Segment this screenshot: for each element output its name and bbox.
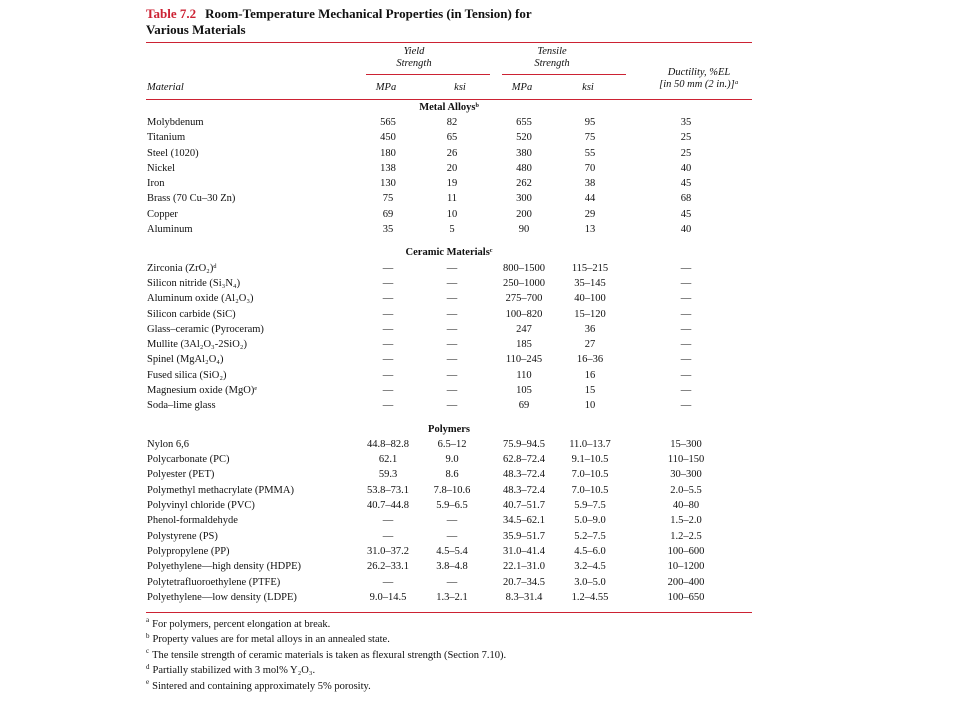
section-heading-row bbox=[146, 422, 752, 437]
ductility-cell: 15–300 bbox=[670, 438, 702, 450]
tensile-mpa-cell: 200 bbox=[516, 208, 532, 220]
footnote-text: Property values are for metal alloys in an annealed state. bbox=[152, 634, 390, 645]
material-cell: Polystyrene (PS) bbox=[147, 530, 218, 542]
yield-mpa-cell: — bbox=[382, 530, 394, 542]
ductility-cell: — bbox=[680, 400, 692, 412]
yield-ksi-cell: 1.3–2.1 bbox=[436, 591, 468, 603]
yield-ksi-cell: 11 bbox=[446, 193, 458, 205]
tensile-mpa-cell: 247 bbox=[516, 323, 532, 335]
yield-header-line1: Yield bbox=[403, 46, 425, 57]
material-cell: Fused silica (SiO₂) bbox=[147, 369, 227, 381]
tensile-mpa-cell: 105 bbox=[516, 384, 532, 396]
material-cell: Spinel (MgAl₂O₄) bbox=[147, 354, 224, 366]
yield-mpa-cell: 53.8–73.1 bbox=[367, 484, 409, 496]
tensile-ksi-cell: 95 bbox=[584, 116, 596, 128]
table-row bbox=[146, 514, 752, 529]
ductility-cell: 25 bbox=[680, 132, 692, 144]
yield-mpa-cell: 138 bbox=[380, 162, 396, 174]
material-cell: Polyvinyl chloride (PVC) bbox=[147, 500, 255, 512]
table-row bbox=[146, 575, 752, 590]
tensile-ksi-cell: 38 bbox=[584, 178, 596, 190]
table-row bbox=[146, 483, 752, 498]
tensile-ksi-cell: 13 bbox=[584, 224, 596, 236]
tensile-ksi-cell: 7.0–10.5 bbox=[571, 469, 609, 481]
tensile-mpa-cell: 48.3–72.4 bbox=[503, 469, 545, 481]
material-cell: Copper bbox=[147, 208, 178, 220]
tensile-header-line2: Strength bbox=[534, 58, 570, 69]
table-title-line1 bbox=[146, 6, 752, 22]
ductility-cell: 68 bbox=[680, 193, 692, 205]
material-cell: Iron bbox=[147, 178, 165, 190]
ductility-header-line2: [in 50 mm (2 in.)]ᵃ bbox=[659, 79, 739, 90]
material-cell: Phenol-formaldehyde bbox=[147, 515, 238, 527]
material-cell: Silicon nitride (Si₃N₄) bbox=[147, 277, 241, 289]
tensile-mpa-cell: 110 bbox=[516, 369, 532, 381]
table-row bbox=[146, 192, 752, 207]
tensile-ksi-cell: 4.5–6.0 bbox=[574, 545, 606, 557]
yield-ksi-cell: — bbox=[446, 308, 458, 320]
ductility-cell: 40 bbox=[680, 224, 692, 236]
yield-strength-header bbox=[366, 46, 462, 70]
material-cell: Polyethylene—low density (LDPE) bbox=[147, 591, 297, 603]
yield-ksi-cell: 5 bbox=[449, 224, 455, 236]
tensile-ksi-header: ksi bbox=[582, 82, 594, 93]
table-row bbox=[146, 437, 752, 452]
material-cell: Molybdenum bbox=[147, 116, 204, 128]
yield-ksi-cell: — bbox=[446, 354, 458, 366]
tensile-mpa-cell: 22.1–31.0 bbox=[503, 561, 545, 573]
ductility-cell: — bbox=[680, 323, 692, 335]
material-cell: Nylon 6,6 bbox=[147, 438, 189, 450]
ductility-cell: 10–1200 bbox=[667, 561, 705, 573]
yield-mpa-cell: — bbox=[382, 277, 394, 289]
tensile-ksi-cell: 29 bbox=[584, 208, 596, 220]
ductility-cell: 1.5–2.0 bbox=[670, 515, 702, 527]
yield-mpa-cell: — bbox=[382, 262, 394, 274]
yield-mpa-cell: — bbox=[382, 339, 394, 351]
table-row bbox=[146, 207, 752, 222]
tensile-mpa-cell: 34.5–62.1 bbox=[503, 515, 545, 527]
tensile-mpa-cell: 300 bbox=[516, 193, 532, 205]
yield-ksi-header: ksi bbox=[454, 82, 466, 93]
yield-ksi-cell: 7.8–10.6 bbox=[433, 484, 471, 496]
ductility-cell: 1.2–2.5 bbox=[670, 530, 702, 542]
footnote-text: Sintered and containing approximately 5% porosity. bbox=[152, 680, 371, 692]
ductility-cell: — bbox=[680, 369, 692, 381]
yield-mpa-cell: 44.8–82.8 bbox=[367, 438, 409, 450]
ductility-header bbox=[646, 67, 752, 91]
footnote bbox=[146, 679, 752, 695]
yield-mpa-cell: — bbox=[382, 354, 394, 366]
table-title-text: Room-Temperature Mechanical Properties (in Tension) for bbox=[205, 6, 532, 21]
yield-mpa-cell: — bbox=[382, 369, 394, 381]
tensile-mpa-cell: 480 bbox=[516, 162, 532, 174]
yield-ksi-cell: 20 bbox=[446, 162, 458, 174]
footnotes bbox=[146, 613, 752, 695]
ductility-cell: 45 bbox=[680, 178, 692, 190]
yield-ksi-cell: 6.5–12 bbox=[437, 438, 467, 450]
footnote-text: The tensile strength of ceramic materials is taken as flexural strength (Section 7.10). bbox=[152, 649, 507, 661]
yield-ksi-cell: 65 bbox=[446, 132, 458, 144]
tensile-ksi-cell: 3.2–4.5 bbox=[574, 561, 606, 573]
yield-ksi-cell: 26 bbox=[446, 147, 458, 159]
tensile-ksi-cell: 9.1–10.5 bbox=[571, 454, 609, 466]
yield-ksi-cell: 10 bbox=[446, 208, 458, 220]
tensile-ksi-cell: 5.2–7.5 bbox=[574, 530, 606, 542]
material-cell: Steel (1020) bbox=[147, 147, 199, 159]
material-cell: Brass (70 Cu–30 Zn) bbox=[147, 193, 236, 205]
table-row bbox=[146, 131, 752, 146]
tensile-header-line1: Tensile bbox=[537, 46, 567, 57]
yield-ksi-cell: — bbox=[446, 339, 458, 351]
yield-mpa-cell: 40.7–44.8 bbox=[367, 500, 409, 512]
tensile-ksi-cell: 40–100 bbox=[574, 293, 606, 305]
ductility-cell: 35 bbox=[680, 116, 692, 128]
yield-ksi-cell: — bbox=[446, 400, 458, 412]
table-row bbox=[146, 307, 752, 322]
material-cell: Polymethyl methacrylate (PMMA) bbox=[147, 484, 294, 496]
material-cell: Polyester (PET) bbox=[147, 469, 215, 481]
yield-mpa-cell: 130 bbox=[380, 178, 396, 190]
yield-mpa-cell: — bbox=[382, 384, 394, 396]
table-row bbox=[146, 353, 752, 368]
material-header: Material bbox=[147, 82, 184, 93]
yield-header-line2: Strength bbox=[396, 58, 432, 69]
tensile-ksi-cell: 3.0–5.0 bbox=[574, 576, 606, 588]
yield-ksi-cell: — bbox=[446, 530, 458, 542]
yield-mpa-cell: 31.0–37.2 bbox=[367, 545, 409, 557]
footnote-mark: d bbox=[146, 662, 150, 671]
yield-ksi-cell: — bbox=[446, 369, 458, 381]
tensile-mpa-header: MPa bbox=[511, 82, 533, 93]
yield-mpa-cell: — bbox=[382, 293, 394, 305]
ductility-cell: 45 bbox=[680, 208, 692, 220]
yield-ksi-cell: 9.0 bbox=[445, 454, 459, 466]
tensile-mpa-cell: 8.3–31.4 bbox=[505, 591, 543, 603]
tensile-ksi-cell: 27 bbox=[584, 339, 596, 351]
material-cell: Aluminum oxide (Al₂O₃) bbox=[147, 293, 254, 305]
tensile-mpa-cell: 275–700 bbox=[505, 293, 543, 305]
yield-ksi-cell: 19 bbox=[446, 178, 458, 190]
section-gap bbox=[146, 414, 752, 422]
tensile-mpa-cell: 100–820 bbox=[505, 308, 543, 320]
tensile-mpa-cell: 62.8–72.4 bbox=[503, 454, 545, 466]
table-row bbox=[146, 529, 752, 544]
yield-mpa-cell: 450 bbox=[380, 132, 396, 144]
table-row bbox=[146, 146, 752, 161]
tensile-mpa-cell: 185 bbox=[516, 339, 532, 351]
footnote bbox=[146, 663, 752, 679]
footnote-mark: c bbox=[146, 647, 150, 655]
tensile-ksi-cell: 115–215 bbox=[571, 262, 609, 274]
yield-mpa-cell: 35 bbox=[382, 224, 394, 236]
table-row bbox=[146, 590, 752, 605]
table-header bbox=[146, 43, 752, 99]
table-title-line2: Various Materials bbox=[146, 22, 246, 37]
yield-mpa-cell: 69 bbox=[382, 208, 394, 220]
tensile-ksi-cell: 1.2–4.55 bbox=[571, 591, 609, 603]
table-row bbox=[146, 498, 752, 513]
section-heading: Ceramic Materialsᶜ bbox=[405, 247, 493, 259]
ductility-cell: — bbox=[680, 384, 692, 396]
ductility-cell: — bbox=[680, 308, 692, 320]
material-cell: Titanium bbox=[147, 132, 186, 144]
tensile-mpa-cell: 90 bbox=[518, 224, 530, 236]
table-row bbox=[146, 383, 752, 398]
footnote-mark: a bbox=[146, 616, 150, 624]
material-cell: Zirconia (ZrO₂)ᵈ bbox=[147, 262, 217, 274]
table-row bbox=[146, 161, 752, 176]
yield-mpa-cell: 180 bbox=[380, 147, 396, 159]
material-cell: Aluminum bbox=[147, 224, 193, 236]
yield-mpa-cell: 26.2–33.1 bbox=[367, 561, 409, 573]
ductility-cell: 110–150 bbox=[667, 454, 705, 466]
tensile-ksi-cell: 75 bbox=[584, 132, 596, 144]
ductility-cell: — bbox=[680, 262, 692, 274]
material-cell: Polyethylene—high density (HDPE) bbox=[147, 561, 301, 573]
tensile-ksi-cell: 15 bbox=[584, 384, 596, 396]
tensile-ksi-cell: 15–120 bbox=[574, 308, 606, 320]
footnote-text: For polymers, percent elongation at break. bbox=[152, 618, 331, 630]
tensile-mpa-cell: 31.0–41.4 bbox=[503, 545, 545, 557]
tensile-mpa-cell: 380 bbox=[516, 147, 532, 159]
yield-mpa-cell: 9.0–14.5 bbox=[369, 591, 407, 603]
tensile-ksi-cell: 10 bbox=[584, 400, 596, 412]
tensile-mpa-cell: 262 bbox=[516, 178, 532, 190]
yield-header-rule bbox=[366, 74, 490, 75]
tensile-ksi-cell: 36 bbox=[584, 323, 596, 335]
ductility-cell: — bbox=[680, 277, 692, 289]
yield-ksi-cell: 3.8–4.8 bbox=[436, 561, 468, 573]
tensile-mpa-cell: 520 bbox=[516, 132, 532, 144]
material-cell: Polytetrafluoroethylene (PTFE) bbox=[147, 576, 281, 588]
ductility-cell: — bbox=[680, 293, 692, 305]
section-heading: Polymers bbox=[428, 423, 471, 435]
table-row bbox=[146, 292, 752, 307]
table-row bbox=[146, 544, 752, 559]
material-cell: Soda–lime glass bbox=[147, 400, 216, 412]
tensile-ksi-cell: 16–36 bbox=[576, 354, 604, 366]
material-cell: Mullite (3Al₂O₃-2SiO₂) bbox=[147, 339, 247, 351]
table-row bbox=[146, 337, 752, 352]
material-cell: Glass–ceramic (Pyroceram) bbox=[147, 323, 264, 335]
yield-mpa-cell: — bbox=[382, 308, 394, 320]
footnote-mark: e bbox=[146, 678, 150, 686]
yield-mpa-cell: — bbox=[382, 400, 394, 412]
table-row bbox=[146, 222, 752, 237]
table-row bbox=[146, 276, 752, 291]
table-row bbox=[146, 322, 752, 337]
tensile-ksi-cell: 70 bbox=[584, 162, 596, 174]
footnote-text: Partially stabilized with 3 mol% Y₂O₃. bbox=[152, 665, 316, 676]
yield-ksi-cell: 4.5–5.4 bbox=[436, 545, 468, 557]
ductility-cell: 200–400 bbox=[667, 576, 705, 588]
yield-ksi-cell: 5.9–6.5 bbox=[436, 500, 468, 512]
tensile-mpa-cell: 48.3–72.4 bbox=[503, 484, 545, 496]
table-number: Table 7.2 bbox=[146, 6, 197, 21]
yield-ksi-cell: — bbox=[446, 384, 458, 396]
section-heading-row bbox=[146, 246, 752, 261]
table-document bbox=[146, 6, 752, 694]
yield-ksi-cell: 82 bbox=[446, 116, 458, 128]
table-row bbox=[146, 115, 752, 130]
tensile-header-rule bbox=[502, 74, 626, 75]
footnote bbox=[146, 617, 752, 633]
tensile-ksi-cell: 7.0–10.5 bbox=[571, 484, 609, 496]
yield-ksi-cell: — bbox=[446, 277, 458, 289]
section-gap bbox=[146, 238, 752, 246]
tensile-ksi-cell: 5.9–7.5 bbox=[574, 500, 606, 512]
yield-mpa-cell: 75 bbox=[382, 193, 394, 205]
yield-mpa-cell: 59.3 bbox=[378, 469, 398, 481]
tensile-mpa-cell: 40.7–51.7 bbox=[503, 500, 545, 512]
ductility-cell: — bbox=[680, 354, 692, 366]
yield-mpa-cell: — bbox=[382, 576, 394, 588]
table-row bbox=[146, 453, 752, 468]
table-row bbox=[146, 468, 752, 483]
tensile-ksi-cell: 55 bbox=[584, 147, 596, 159]
yield-ksi-cell: — bbox=[446, 323, 458, 335]
yield-mpa-cell: 62.1 bbox=[378, 454, 398, 466]
material-cell: Magnesium oxide (MgO)ᵉ bbox=[147, 384, 258, 396]
tensile-ksi-cell: 16 bbox=[584, 369, 596, 381]
ductility-cell: 40 bbox=[680, 162, 692, 174]
yield-mpa-cell: — bbox=[382, 323, 394, 335]
yield-ksi-cell: — bbox=[446, 515, 458, 527]
ductility-cell: 2.0–5.5 bbox=[670, 484, 702, 496]
tensile-mpa-cell: 20.7–34.5 bbox=[503, 576, 545, 588]
ductility-cell: 100–600 bbox=[667, 545, 705, 557]
material-cell: Polypropylene (PP) bbox=[147, 545, 230, 557]
tensile-ksi-cell: 44 bbox=[584, 193, 596, 205]
section-heading-row bbox=[146, 100, 752, 115]
tensile-mpa-cell: 655 bbox=[516, 116, 532, 128]
tensile-ksi-cell: 11.0–13.7 bbox=[569, 438, 611, 450]
yield-ksi-cell: — bbox=[446, 293, 458, 305]
properties-table bbox=[146, 100, 752, 606]
ductility-cell: 40–80 bbox=[672, 500, 700, 512]
yield-mpa-cell: 565 bbox=[380, 116, 396, 128]
tensile-strength-header bbox=[504, 46, 600, 70]
table-row bbox=[146, 399, 752, 414]
yield-mpa-cell: — bbox=[382, 515, 394, 527]
ductility-cell: 30–300 bbox=[670, 469, 702, 481]
footnote bbox=[146, 632, 752, 648]
yield-ksi-cell: — bbox=[446, 262, 458, 274]
table-row bbox=[146, 368, 752, 383]
tensile-ksi-cell: 35–145 bbox=[574, 277, 606, 289]
tensile-mpa-cell: 75.9–94.5 bbox=[503, 438, 545, 450]
table-row bbox=[146, 560, 752, 575]
tensile-ksi-cell: 5.0–9.0 bbox=[574, 515, 606, 527]
ductility-header-line1: Ductility, %EL bbox=[667, 67, 731, 78]
ductility-cell: 25 bbox=[680, 147, 692, 159]
ductility-cell: 100–650 bbox=[667, 591, 705, 603]
table-row bbox=[146, 261, 752, 276]
table-row bbox=[146, 176, 752, 191]
tensile-mpa-cell: 69 bbox=[518, 400, 530, 412]
ductility-cell: — bbox=[680, 339, 692, 351]
footnote-mark: b bbox=[146, 631, 150, 640]
yield-mpa-header: MPa bbox=[375, 82, 397, 93]
material-cell: Polycarbonate (PC) bbox=[147, 454, 230, 466]
material-cell: Nickel bbox=[147, 162, 175, 174]
tensile-mpa-cell: 110–245 bbox=[505, 354, 543, 366]
yield-ksi-cell: — bbox=[446, 576, 458, 588]
footnote bbox=[146, 648, 752, 664]
tensile-mpa-cell: 250–1000 bbox=[503, 277, 545, 289]
material-cell: Silicon carbide (SiC) bbox=[147, 308, 236, 320]
tensile-mpa-cell: 35.9–51.7 bbox=[503, 530, 545, 542]
section-heading: Metal Alloysᵇ bbox=[419, 101, 479, 113]
tensile-mpa-cell: 800–1500 bbox=[503, 262, 545, 274]
yield-ksi-cell: 8.6 bbox=[445, 469, 459, 481]
